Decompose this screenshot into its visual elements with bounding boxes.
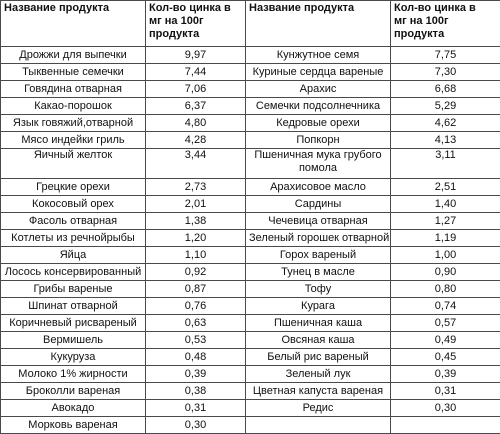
table-row [1,383,500,400]
right-zinc-value: 0,57 [391,315,500,332]
right-zinc-value: 0,80 [391,281,500,298]
left-zinc-value: 3,44 [146,149,246,179]
right-product-name: Пшеничная мука грубого помола [246,149,391,179]
table-row [1,196,500,213]
left-zinc-value: 4,80 [146,115,246,132]
right-zinc-value: 1,27 [391,213,500,230]
right-product-name: Белый рис вареный [246,349,391,366]
right-zinc-value: 7,30 [391,64,500,81]
right-zinc-value: 0,31 [391,383,500,400]
right-zinc-value: 2,51 [391,179,500,196]
right-product-name: Попкорн [246,132,391,149]
left-zinc-value: 0,30 [146,417,246,434]
right-zinc-value: 1,40 [391,196,500,213]
right-product-name [246,417,391,434]
right-product-name: Тофу [246,281,391,298]
left-zinc-value: 2,01 [146,196,246,213]
left-zinc-value: 0,31 [146,400,246,417]
table-row [1,213,500,230]
right-zinc-value: 6,68 [391,81,500,98]
left-product-name: Грецкие орехи [1,179,146,196]
right-zinc-value: 0,30 [391,400,500,417]
left-zinc-value: 0,63 [146,315,246,332]
left-product-name: Морковь вареная [1,417,146,434]
right-product-name: Зеленый горошек отварной [246,230,391,247]
right-zinc-value: 4,62 [391,115,500,132]
left-zinc-value: 6,37 [146,98,246,115]
right-product-name: Чечевица отварная [246,213,391,230]
table-row [1,247,500,264]
right-zinc-value: 5,29 [391,98,500,115]
table-row [1,264,500,281]
left-zinc-value: 0,76 [146,298,246,315]
right-product-name: Тунец в масле [246,264,391,281]
header-product-left: Название продукта [1,1,146,47]
left-zinc-value: 2,73 [146,179,246,196]
left-product-name: Кокосовый орех [1,196,146,213]
left-product-name: Лосось консервированный [1,264,146,281]
table-row [1,132,500,149]
right-zinc-value [391,417,500,434]
right-zinc-value: 1,19 [391,230,500,247]
table-row [1,400,500,417]
left-product-name: Броколли вареная [1,383,146,400]
right-zinc-value: 0,74 [391,298,500,315]
left-zinc-value: 1,38 [146,213,246,230]
right-product-name: Кунжутное семя [246,47,391,64]
right-product-name: Арахисовое масло [246,179,391,196]
table-row [1,281,500,298]
left-zinc-value: 0,38 [146,383,246,400]
header-value-right-line-1: Кол-во цинка в [394,2,497,15]
right-zinc-value: 7,75 [391,47,500,64]
left-zinc-value: 0,87 [146,281,246,298]
left-zinc-value: 4,28 [146,132,246,149]
left-zinc-value: 1,20 [146,230,246,247]
header-value-right [391,1,500,47]
left-zinc-value: 9,97 [146,47,246,64]
left-product-name: Коричневый рисвареный [1,315,146,332]
table-row [1,98,500,115]
table-row [1,349,500,366]
table-row [1,315,500,332]
table-row [1,149,500,179]
header-value-left-line-2: мг на 100г [149,15,242,28]
right-zinc-value: 0,39 [391,366,500,383]
right-product-name: Семечки подсолнечника [246,98,391,115]
right-zinc-value: 4,13 [391,132,500,149]
right-product-name: Зеленый лук [246,366,391,383]
left-product-name: Язык говяжий,отварной [1,115,146,132]
right-product-name: Курага [246,298,391,315]
table-row [1,47,500,64]
table-row [1,230,500,247]
header-value-left-line-1: Кол-во цинка в [149,2,242,15]
right-product-name: Редис [246,400,391,417]
left-zinc-value: 0,92 [146,264,246,281]
left-product-name: Грибы вареные [1,281,146,298]
right-product-name: Горох вареный [246,247,391,264]
left-product-name: Тыквенные семечки [1,64,146,81]
table-row [1,417,500,434]
left-zinc-value: 1,10 [146,247,246,264]
header-value-left-line-3: продукта [149,28,242,41]
left-product-name: Кукуруза [1,349,146,366]
left-product-name: Фасоль отварная [1,213,146,230]
left-product-name: Авокадо [1,400,146,417]
left-product-name: Молоко 1% жирности [1,366,146,383]
right-zinc-value: 3,11 [391,149,500,179]
right-zinc-value: 0,45 [391,349,500,366]
right-product-name: Цветная капуста вареная [246,383,391,400]
right-product-name: Арахис [246,81,391,98]
right-zinc-value: 0,90 [391,264,500,281]
table-body [1,47,500,434]
left-product-name: Дрожжи для выпечки [1,47,146,64]
right-zinc-value: 0,49 [391,332,500,349]
right-product-name: Кедровые орехи [246,115,391,132]
left-product-name: Говядина отварная [1,81,146,98]
left-product-name: Котлеты из речнойрыбы [1,230,146,247]
right-product-name: Пшеничная каша [246,315,391,332]
table-row [1,115,500,132]
left-product-name: Мясо индейки гриль [1,132,146,149]
table-row [1,81,500,98]
table-row [1,332,500,349]
header-product-right: Название продукта [246,1,391,47]
header-value-right-line-3: продукта [394,28,497,41]
left-product-name: Какао-порошок [1,98,146,115]
right-product-name: Овсяная каша [246,332,391,349]
left-zinc-value: 0,39 [146,366,246,383]
header-row [1,1,500,47]
left-zinc-value: 7,06 [146,81,246,98]
table-row [1,298,500,315]
left-zinc-value: 7,44 [146,64,246,81]
right-zinc-value: 1,00 [391,247,500,264]
left-zinc-value: 0,48 [146,349,246,366]
table-row [1,366,500,383]
left-zinc-value: 0,53 [146,332,246,349]
header-value-right-line-2: мг на 100г [394,15,497,28]
table-row [1,64,500,81]
right-product-name: Куриные сердца вареные [246,64,391,81]
right-product-name: Сардины [246,196,391,213]
table-row [1,179,500,196]
left-product-name: Яйца [1,247,146,264]
left-product-name: Яичный желток [1,149,146,179]
left-product-name: Шпинат отварной [1,298,146,315]
left-product-name: Вермишель [1,332,146,349]
header-value-left [146,1,246,47]
